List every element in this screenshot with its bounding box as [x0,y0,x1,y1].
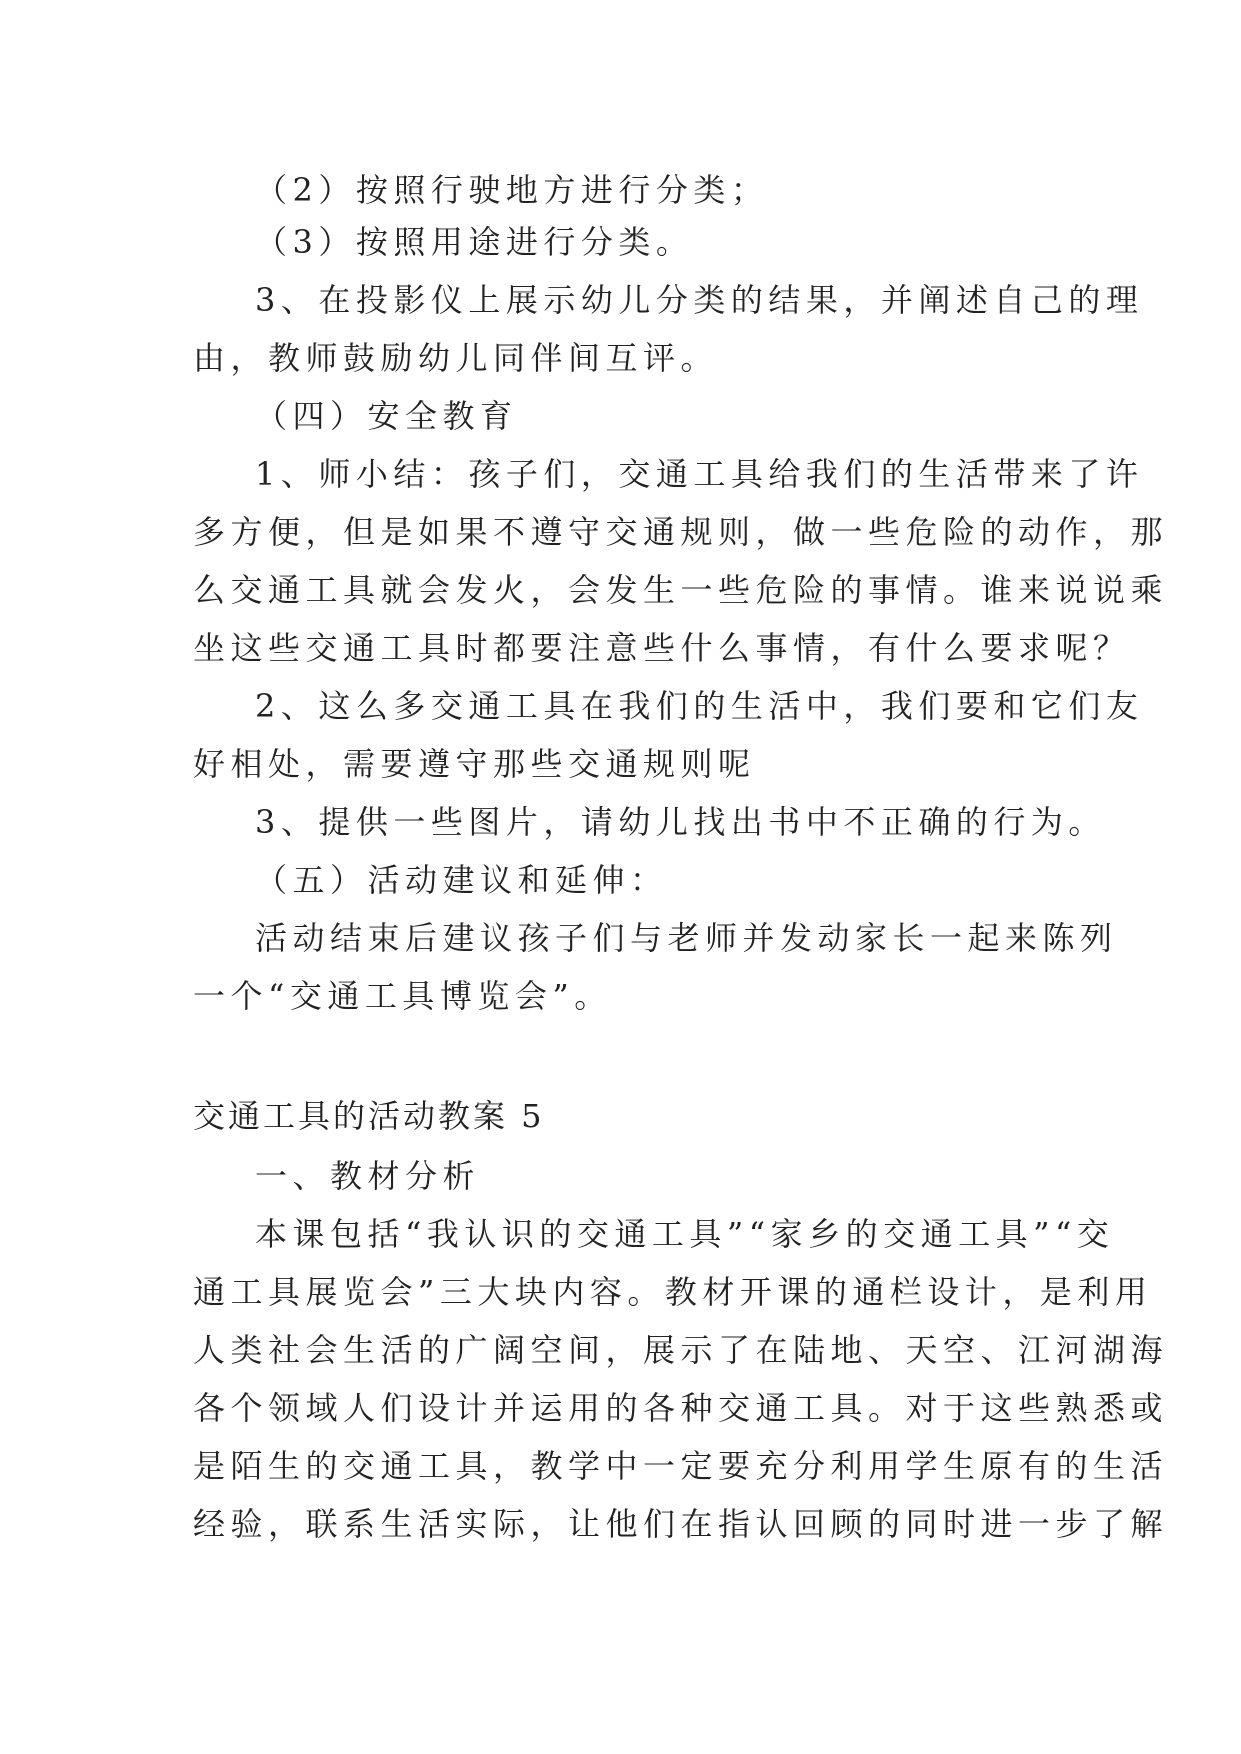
list-item-2: （2）按照行驶地方进行分类； [255,171,769,209]
paragraph-line: 么交通工具就会发火，会发生一些危险的事情。谁来说说乘 [193,571,1169,609]
paragraph-line: 2、这么多交通工具在我们的生活中，我们要和它们友 [255,687,1144,725]
section-heading: （五）活动建议和延伸： [255,861,668,899]
section-heading: （四）安全教育 [255,397,518,435]
paragraph-line: 一个“交通工具博览会”。 [193,977,612,1015]
paragraph-line: 各个领域人们设计并运用的各种交通工具。对于这些熟悉或 [193,1389,1169,1427]
paragraph-line: 多方便，但是如果不遵守交通规则，做一些危险的动作，那 [193,513,1169,551]
paragraph-line: 好相处，需要遵守那些交通规则呢 [193,745,756,783]
section-heading: 一、教材分析 [255,1157,481,1195]
list-item-3: （3）按照用途进行分类。 [255,223,694,261]
paragraph-line: 3、提供一些图片，请幼儿找出书中不正确的行为。 [255,803,1106,841]
paragraph-line: 本课包括“我认识的交通工具”“家乡的交通工具”“交 [255,1215,1115,1253]
paragraph-line: 经验，联系生活实际，让他们在指认回顾的同时进一步了解 [193,1505,1169,1543]
paragraph-line: 1、师小结：孩子们，交通工具给我们的生活带来了许 [255,455,1144,493]
paragraph-line: 坐这些交通工具时都要注意些什么事情，有什么要求呢？ [193,629,1131,667]
paragraph-line: 是陌生的交通工具，教学中一定要充分利用学生原有的生活 [193,1447,1169,1485]
document-title: 交通工具的活动教案 5 [193,1097,545,1135]
paragraph-line: 3、在投影仪上展示幼儿分类的结果，并阐述自己的理 [255,281,1144,319]
paragraph-line: 通工具展览会”三大块内容。教材开课的通栏设计，是利用 [193,1273,1153,1311]
paragraph-line: 活动结束后建议孩子们与老师并发动家长一起来陈列 [255,919,1118,957]
paragraph-line: 由，教师鼓励幼儿同伴间互评。 [193,339,719,377]
paragraph-line: 人类社会生活的广阔空间，展示了在陆地、天空、江河湖海 [193,1331,1169,1369]
